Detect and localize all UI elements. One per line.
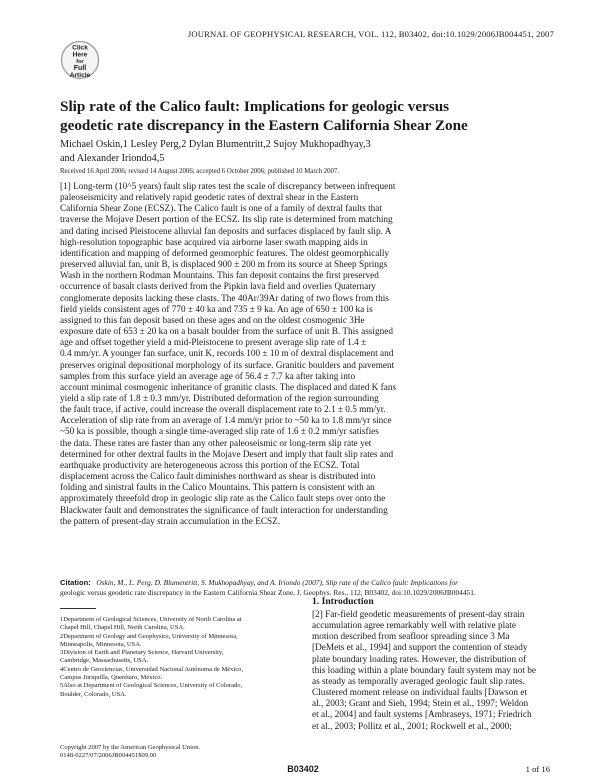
abstract-line: the pattern of present-day strain accumulation in the ECSZ. — [60, 516, 281, 527]
intro-line: as steady as temporally averaged geologic fault slip rates. — [312, 676, 525, 687]
affiliation-line: 4Centro de Geociencias, Universidad Nacional Autónoma de México, — [60, 665, 244, 673]
intro-line: this loading within a plate boundary fault system may not be — [312, 665, 537, 676]
affiliation-line: Campus Juriquilla, Querétaro, México. — [60, 674, 163, 682]
abstract-line: Wash in the northern Rodman Mountains. This fan deposit contains the first preserved — [60, 271, 379, 282]
affiliation-line: 1Department of Geological Sciences, University of North Carolina at — [60, 616, 242, 623]
citation-block — [60, 578, 546, 597]
logo-line: Click — [72, 44, 88, 52]
authors-line: Michael Oskin,1 Lesley Perg,2 Dylan Blumentritt,2 Sujoy Mukhopadhyay,3 — [60, 139, 371, 150]
copyright-line: 0148-0227/07/2006JB004451$09.00 — [60, 752, 157, 760]
copyright-line: Copyright 2007 by the American Geophysical Union. — [60, 744, 201, 751]
affiliation-line: 2Department of Geology and Geophysics, University of Minnesota, — [60, 632, 238, 640]
abstract-line: ~50 ka is possible, though a single time-averaged slip rate of 1.6 ± 0.2 mm/yr satisfies — [60, 427, 379, 438]
paper-title — [60, 97, 550, 135]
abstract-line: paleoseismicity and relatively rapid geodetic rates of dextral shear in the Eastern — [60, 193, 359, 204]
abstract-line: the data. These rates are faster than any other paleoseismic or long-term slip rate yet — [60, 438, 372, 449]
introduction-text — [312, 610, 550, 733]
abstract-line: earthquake productivity are heterogeneous across this portion of the ECSZ. Total — [60, 460, 360, 471]
abstract-line: samples from this surface yield an average age of 56.4 ± 7.7 ka after taking into — [60, 371, 356, 382]
abstract-line: determined for other dextral faults in the Mojave Desert and imply that fault slip rates and — [60, 449, 394, 460]
intro-line: [DeMets et al., 1994] and support the contention of steady — [312, 643, 528, 654]
full-article-badge-icon — [60, 40, 100, 80]
copyright-notice — [60, 744, 296, 761]
abstract-line: preserved alluvial fan, unit B, is displaced 900 ± 200 m from its source at Sheep Springs — [60, 260, 388, 271]
affiliation-line: 3Division of Earth and Planetary Science, Harvard University, — [60, 649, 224, 657]
abstract-line: traverse the Mojave Desert portion of the ECSZ. Its slip rate is determined from matching — [60, 215, 393, 226]
abstract-line: high-resolution topographic base acquired via airborne laser swath mapping aids in — [60, 237, 368, 248]
abstract-line: age and offset together yield a mid-Pleistocene to present average slip rate of 1.4 ± — [60, 338, 367, 349]
abstract-line: exposure date of 653 ± 20 ka on a basalt boulder from the surface of unit B. This assigned — [60, 327, 393, 338]
affiliations — [60, 616, 296, 699]
page-number: 1 of 16 — [525, 764, 550, 774]
abstract-line: identification and mapping of deformed geomorphic features. The oldest geomorphically — [60, 248, 390, 259]
section-heading-introduction: 1. Introduction — [312, 596, 374, 607]
affiliation-line: Minneapolis, Minnesota, USA. — [60, 640, 142, 648]
authors-line: and Alexander Iriondo4,5 — [60, 152, 165, 164]
abstract-line: [1] Long-term (10^5 years) fault slip rates test the scale of discrepancy between infrequent — [60, 182, 396, 192]
intro-line: plate boundary loading rates. However, the distribution of — [312, 654, 527, 665]
intro-line: accumulation agree remarkably well with relative plate — [312, 621, 516, 632]
citation-label: Citation: — [60, 578, 91, 587]
intro-line: Clustered moment release on individual faults [Dawson et — [312, 688, 528, 699]
click-here-full-article-logo[interactable] — [60, 40, 100, 80]
journal-header: JOURNAL OF GEOPHYSICAL RESEARCH, VOL. 112, B03402, doi:10.1029/2006JB004451, 2007 — [187, 29, 554, 39]
intro-line: motion described from seafloor spreading since 3 Ma — [312, 632, 510, 643]
intro-line: al., 2003; Grant and Sieh, 1994; Stein et al., 1997; Weldon — [312, 699, 529, 710]
abstract-line: California Shear Zone (ECSZ). The Calico fault is one of a family of dextral faults that — [60, 204, 382, 215]
abstract-line: preserves original depositional morphology of its surface. Granitic boulders and pavement — [60, 360, 395, 371]
abstract-line: displacement across the Calico fault diminishes northward as shear is distributed into — [60, 472, 376, 483]
abstract-line: folding and sinistral faults in the Calico Mountains. This pattern is consistent with an — [60, 483, 375, 494]
abstract-line: assigned to this fan deposit based on these ages and on the oldest cosmogenic 3He — [60, 315, 365, 326]
author-list — [60, 138, 550, 165]
citation-line — [60, 578, 546, 588]
affiliation-line: Chapel Hill, Chapel Hill, North Carolina, USA. — [60, 624, 185, 632]
abstract-line: and dating incised Pleistocene alluvial fan deposits and surfaces displaced by fault slip. A — [60, 226, 392, 237]
affiliation-line: Boulder, Colorado, USA. — [60, 690, 127, 698]
intro-line: et al., 2004] and fault systems [Ambraseys, 1971; Friedrich — [312, 710, 532, 721]
received-dates: Received 16 April 2006; revised 14 August 2006; accepted 6 October 2006; published 10 March 2007. — [60, 168, 339, 175]
logo-line: Here — [72, 51, 88, 59]
abstract-line: account minimal cosmogenic inheritance of granitic clasts. The displaced and dated K fans — [60, 382, 397, 393]
abstract-line: conglomerate deposits lacking these clasts. The 40Ar/39Ar dating of two flows from this — [60, 293, 389, 304]
footnote-divider — [60, 608, 96, 609]
abstract-line: field yields consistent ages of 770 ± 40 ka and 735 ± 9 ka. An age of 650 ± 100 ka is — [60, 304, 373, 315]
affiliation-line: 5Also at Department of Geological Sciences, University of Colorado, — [60, 682, 243, 690]
abstract-line: 0.4 mm/yr. A younger fan surface, unit K, records 100 ± 10 m of dextral displacement and — [60, 349, 394, 360]
abstract-line: approximately threefold drop in geologic slip rate as the Calico fault steps over onto the — [60, 494, 386, 505]
logo-line: for — [76, 59, 84, 65]
title-line: Slip rate of the Calico fault: Implications for geologic versus — [60, 98, 450, 115]
citation-line: geologic versus geodetic rate discrepancy in the Eastern California Shear Zone, J. Geophys. Res., 112, B03402, doi:10.1029/2006JB004451. — [60, 587, 476, 597]
abstract-line: the fault trace, if active, could increase the overall displacement rate to 2.1 ± 0.5 mm/yr. — [60, 405, 386, 416]
intro-line: [2] Far-field geodetic measurements of present-day strain — [312, 610, 525, 620]
article-id: B03402 — [287, 764, 319, 774]
logo-line: Full — [73, 65, 87, 72]
abstract-line: yield a slip rate of 1.8 ± 0.3 mm/yr. Distributed deformation of the region surrounding — [60, 393, 379, 404]
logo-line: Article — [69, 72, 91, 79]
abstract-line: Acceleration of slip rate from an average of 1.4 mm/yr prior to ~50 ka to 1.8 mm/yr since — [60, 416, 392, 427]
abstract — [60, 182, 546, 528]
abstract-line: occurrence of basalt clasts derived from the Pipkin lava field and overlies Quaternary — [60, 282, 376, 293]
citation-text: Oskin, M., L. Perg, D. Blumentritt, S. Mukhopadhyay, and A. Iriondo (2007), Slip rate of the Calico fault: Implications for — [96, 578, 459, 587]
title-line: geodetic rate discrepancy in the Eastern California Shear Zone — [60, 117, 468, 134]
affiliation-line: Cambridge, Massachusetts, USA. — [60, 657, 149, 665]
intro-line: et al., 2003; Pollitz et al., 2001; Rockwell et al., 2000; — [312, 721, 512, 732]
abstract-line: Blackwater fault and demonstrates the significance of fault interaction for understanding — [60, 505, 388, 516]
